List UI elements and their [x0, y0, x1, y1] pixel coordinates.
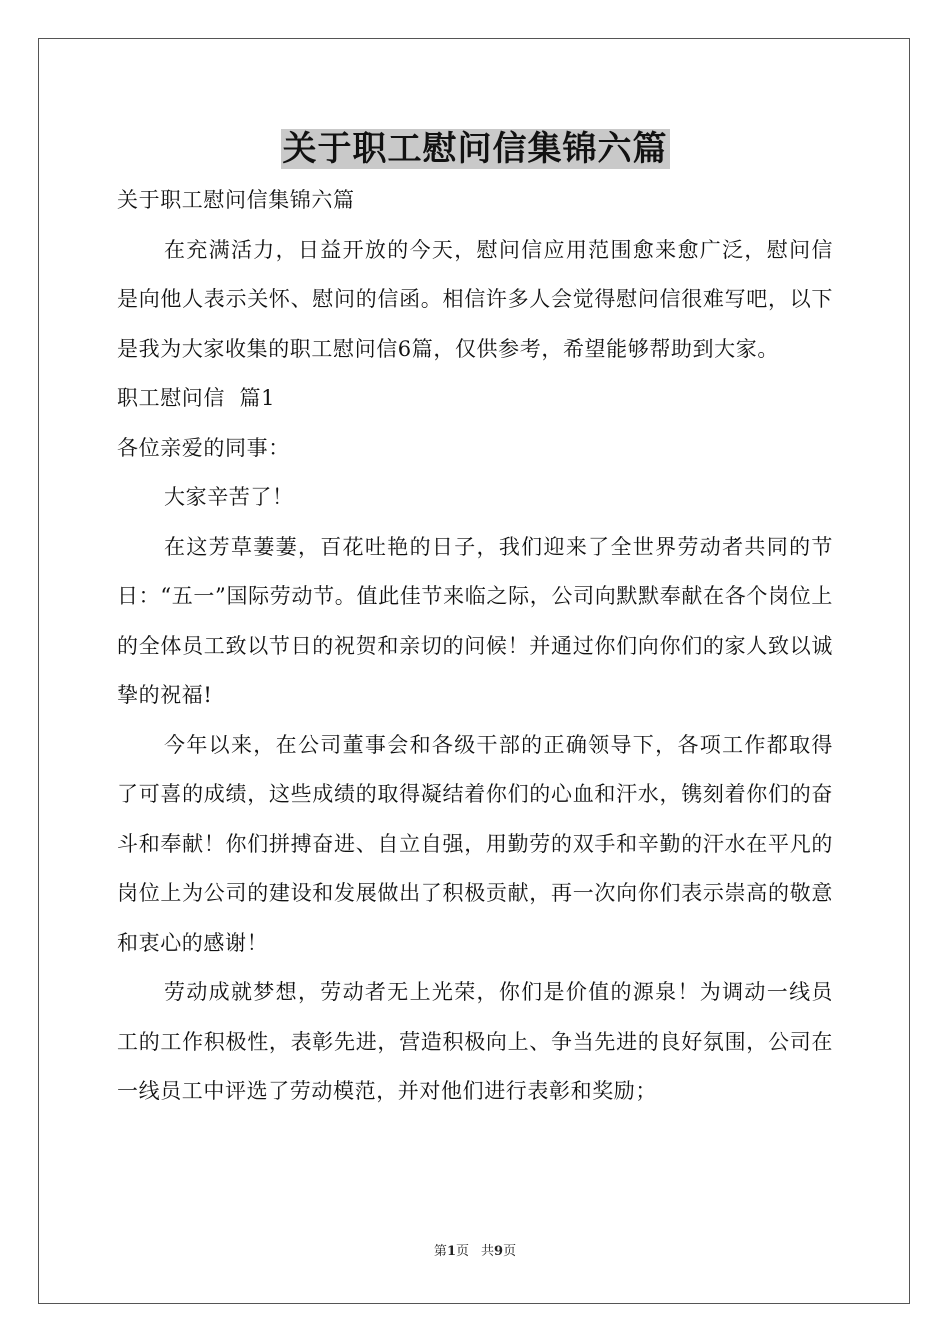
document-title	[0, 124, 950, 174]
body-paragraph: 大家辛苦了！	[164, 485, 294, 509]
page-suffix: 页	[455, 1244, 469, 1259]
page-prefix: 第	[433, 1244, 447, 1259]
section-heading: 职工慰问信 篇1	[117, 386, 276, 410]
salutation: 各位亲爱的同事：	[117, 435, 290, 460]
total-suffix: 页	[503, 1244, 517, 1259]
document-title-text: 关于职工慰问信集锦六篇	[282, 129, 668, 169]
body-paragraph: 今年以来，在公司董事会和各级干部的正确领导下，各项工作都取得了可喜的成绩，这些成绩的取得凝结着你们的心血和汗水，镌刻着你们的奋斗和奉献！你们拼搏奋进、自立自强，用勤劳的双手和辛勤的汗水在平凡的岗位上为公司的建设和发展做出了积极贡献，再一次向你们表示崇高的敬意和衷心的感谢！	[117, 732, 833, 955]
document-body	[117, 176, 833, 1117]
total-prefix: 共	[481, 1244, 495, 1259]
body-paragraph: 劳动成就梦想，劳动者无上光荣，你们是价值的源泉！为调动一线员工的工作积极性，表彰先进，营造积极向上、争当先进的良好氛围，公司在一线员工中评选了劳动模范，并对他们进行表彰和奖励；	[117, 980, 833, 1103]
body-paragraph: 关于职工慰问信集锦六篇	[117, 188, 355, 212]
body-paragraph: 在这芳草萋萋，百花吐艳的日子，我们迎来了全世界劳动者共同的节日：“五一”国际劳动节。值此佳节来临之际，公司向默默奉献在各个岗位上的全体员工致以节日的祝贺和亲切的问候！并通过你们向你们的家人致以诚挚的祝福!	[117, 534, 833, 707]
body-paragraph: 在充满活力，日益开放的今天，慰问信应用范围愈来愈广泛，慰问信是向他人表示关怀、慰问的信函。相信许多人会觉得慰问信很难写吧，以下是我为大家收集的职工慰问信6篇，仅供参考，希望能够帮助到大家。	[117, 237, 833, 361]
page-number: 1	[446, 1244, 456, 1259]
page-footer	[0, 1243, 950, 1261]
total-pages: 9	[494, 1244, 504, 1259]
